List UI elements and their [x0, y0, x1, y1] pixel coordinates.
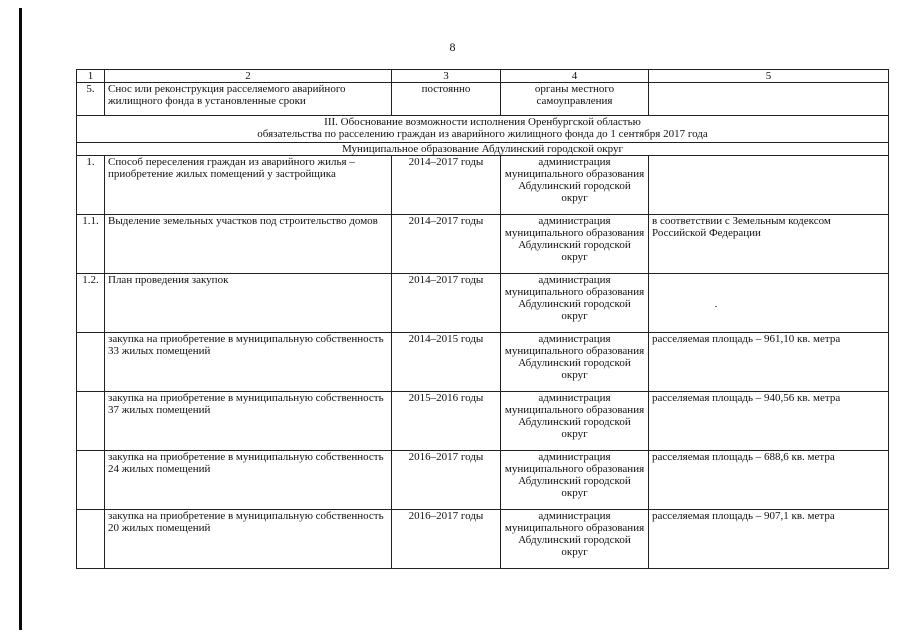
term: 2016–2017 годы [392, 510, 501, 569]
table-row [77, 274, 889, 333]
row-number [77, 451, 105, 510]
responsible: администрация муниципального образования Абдулинский городской округ [501, 215, 649, 274]
table-row [77, 510, 889, 569]
term: 2014–2017 годы [392, 215, 501, 274]
table-row [77, 451, 889, 510]
term: 2015–2016 годы [392, 392, 501, 451]
responsible: администрация муниципального образования Абдулинский городской округ [501, 274, 649, 333]
column-number-4: 4 [501, 70, 649, 83]
column-number-3: 3 [392, 70, 501, 83]
term: 2014–2017 годы [392, 156, 501, 215]
responsible: администрация муниципального образования Абдулинский городской округ [501, 451, 649, 510]
note: расселяемая площадь – 961,10 кв. метра [649, 333, 889, 392]
section-heading-line-2: обязательства по расселению граждан из аварийного жилищного фонда до 1 сентября 2017 года [257, 128, 708, 140]
term: 2014–2017 годы [392, 274, 501, 333]
row-number [77, 333, 105, 392]
note [649, 156, 889, 215]
note: расселяемая площадь – 907,1 кв. метра [649, 510, 889, 569]
note: расселяемая площадь – 940,56 кв. метра [649, 392, 889, 451]
term: 2014–2015 годы [392, 333, 501, 392]
municipality-row [77, 143, 889, 156]
activity-text: закупка на приобретение в муниципальную собственность 20 жилых помещений [105, 510, 392, 569]
section-heading-row [77, 116, 889, 143]
column-number-1: 1 [77, 70, 105, 83]
municipality-heading: Муниципальное образование Абдулинский городской округ [77, 143, 889, 156]
column-number-row [77, 70, 889, 83]
column-number-5: 5 [649, 70, 889, 83]
term: 2016–2017 годы [392, 451, 501, 510]
responsible: органы местного самоуправления [501, 83, 649, 116]
activity-text: План проведения закупок [105, 274, 392, 333]
table-row [77, 215, 889, 274]
section-heading-line-1: III. Обоснование возможности исполнения Оренбургской областью [324, 116, 641, 128]
activity-text: Снос или реконструкция расселяемого аварийного жилищного фонда в установленные сроки [105, 83, 392, 116]
table-row [77, 392, 889, 451]
row-number: 1.1. [77, 215, 105, 274]
page-number: 8 [449, 40, 456, 54]
activity-text: закупка на приобретение в муниципальную собственность 37 жилых помещений [105, 392, 392, 451]
note [649, 83, 889, 116]
responsible: администрация муниципального образования Абдулинский городской округ [501, 510, 649, 569]
table-row [77, 333, 889, 392]
plan-table [76, 69, 889, 569]
row-number [77, 392, 105, 451]
responsible: администрация муниципального образования Абдулинский городской округ [501, 333, 649, 392]
row-number [77, 510, 105, 569]
column-number-2: 2 [105, 70, 392, 83]
activity-text: закупка на приобретение в муниципальную собственность 33 жилых помещений [105, 333, 392, 392]
row-number: 5. [77, 83, 105, 116]
row-number: 1.2. [77, 274, 105, 333]
section-heading [77, 116, 889, 143]
note [649, 274, 889, 333]
responsible: администрация муниципального образования Абдулинский городской округ [501, 156, 649, 215]
responsible: администрация муниципального образования Абдулинский городской округ [501, 392, 649, 451]
activity-text: Способ переселения граждан из аварийного жилья – приобретение жилых помещений у застройщика [105, 156, 392, 215]
activity-text: Выделение земельных участков под строительство домов [105, 215, 392, 274]
note: в соответствии с Земельным кодексом Российской Федерации [649, 215, 889, 274]
term: постоянно [392, 83, 501, 116]
binding-edge-line [19, 8, 22, 630]
scan-speck [715, 306, 717, 307]
table-row [77, 156, 889, 215]
table-row [77, 83, 889, 116]
note: расселяемая площадь – 688,6 кв. метра [649, 451, 889, 510]
row-number: 1. [77, 156, 105, 215]
activity-text: закупка на приобретение в муниципальную собственность 24 жилых помещений [105, 451, 392, 510]
